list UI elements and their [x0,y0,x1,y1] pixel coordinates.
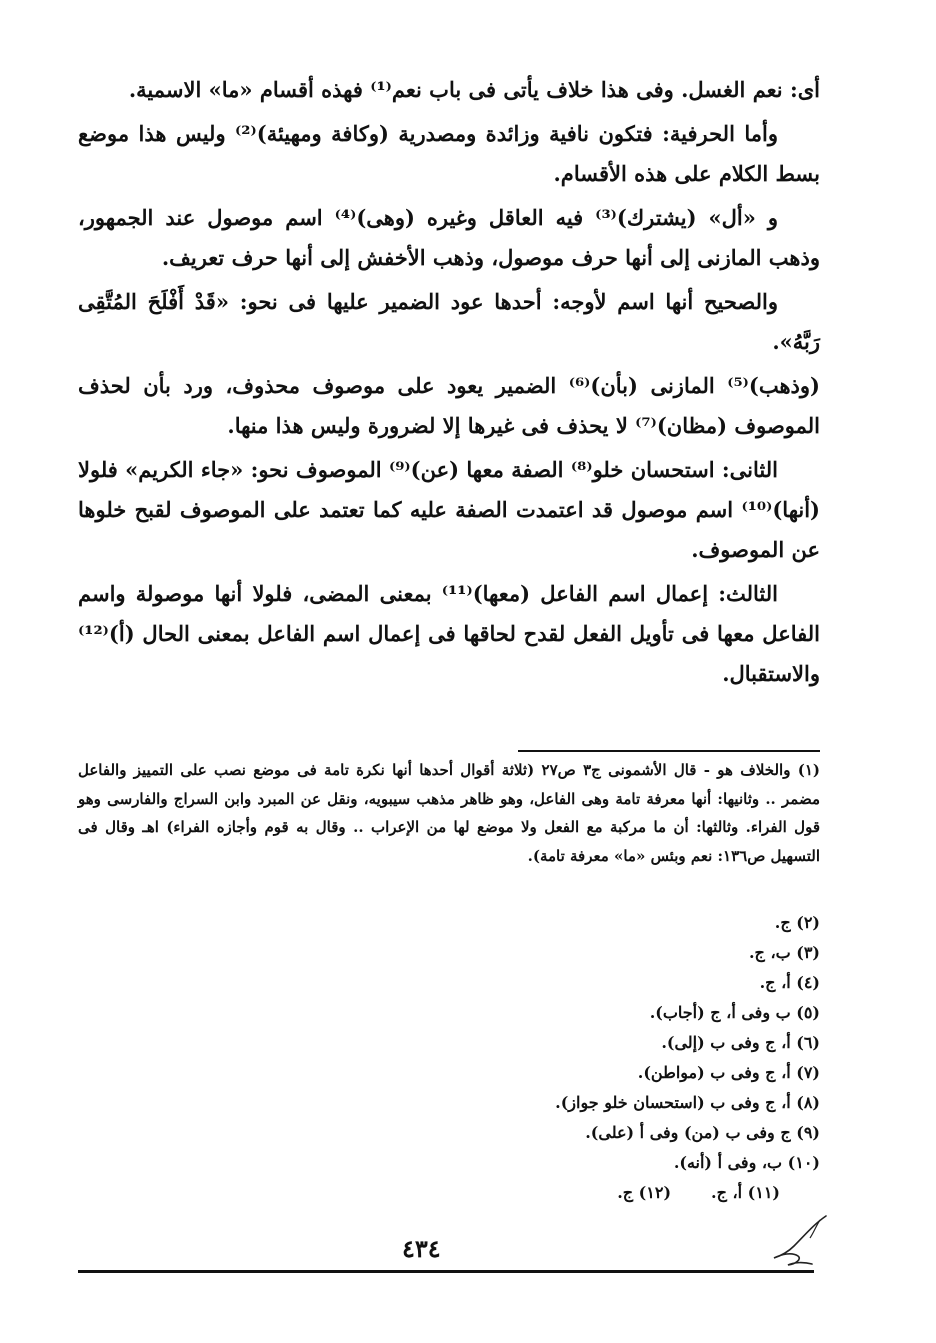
signature-mark [764,1212,834,1274]
footnote-item: (٧) أ، ج وفى ب (مواطن). [637,1063,820,1082]
paragraph: الثانى: استحسان خلو⁽⁸⁾ الصفة معها (عن)⁽⁹⁾ الموصوف نحو: «جاء الكريم» فلولا (أنها)⁽¹⁰⁾ اسم موصول قد اعتمدت الصفة عليه كما تعتمد على الموصوف لقبح خلوها عن الموصوف. [78,457,820,562]
footnote-item: (٦) أ، ج وفى ب (إلى). [661,1033,820,1052]
footnote-separator [518,750,820,752]
paragraph: الثالث: إعمال اسم الفاعل (معها)⁽¹¹⁾ بمعنى المضى، فلولا أنها موصولة واسم الفاعل معها فى تأويل الفعل لقدح لحاقها فى إعمال اسم الفاعل بمعنى الحال (أ)⁽¹²⁾ والاستقبال. [78,581,820,686]
footnote-1: (١) والخلاف هو - قال الأشمونى ج٣ ص٢٧ (ثلاثة أقوال أحدها أنها نكرة تامة فى موضع نصب على التمييز والفاعل مضمر .. وثانيها: أنها معرفة تامة وهى الفاعل، وهو ظاهر مذهب سيبويه، ونقل عن المبرد وابن السراج والفارسى وهو قول الفراء. وثالثها: أن ما مركبة مع الفعل ولا موضع لها من الإعراب .. وقال به قوم وأجازه الفراء) اهـ وقال فى التسهيل ص١٣٦: نعم وبئس «ما» معرفة تامة). [78,761,821,865]
footnote-item: (١٢) ج. [617,1183,672,1202]
page [78,70,820,1250]
paragraph: والصحيح أنها اسم لأوجه: أحدها عود الضمير عليها فى نحو: «قَدْ أَفْلَحَ المُتَّقِى رَبَّهُ». [78,289,820,354]
paragraph: (وذهب)⁽⁵⁾ المازنى (بأن)⁽⁶⁾ الضمير يعود على موصوف محذوف، ورد بأن لحذف الموصوف (مظان)⁽⁷⁾ لا يحذف فى غيرها إلا لضرورة وليس هذا منها. [78,373,820,438]
footnote-item: (٢) ج. [774,913,820,932]
paragraph: أى: نعم الغسل. وفى هذا خلاف يأتى فى باب نعم⁽¹⁾ فهذه أقسام «ما» الاسمية. [128,77,820,102]
paragraph: و «أل» (يشترك)⁽³⁾ فيه العاقل وغيره (وهى)⁽⁴⁾ اسم موصول عند الجمهور، وذهب المازنى إلى أنها حرف موصول، وذهب الأخفش إلى أنها حرف تعريف. [78,205,820,270]
footnote-item: (٨) أ، ج وفى ب (استحسان خلو جواز). [555,1093,820,1112]
bottom-rule [78,1270,814,1273]
paragraph: وأما الحرفية: فتكون نافية وزائدة ومصدرية (وكافة ومهيئة)⁽²⁾ وليس هذا موضع بسط الكلام على هذه الأقسام. [78,121,820,186]
footnote-list [78,908,820,1208]
footnote-item-pair [78,1178,820,1208]
footnote-item: (٣) ب، ج. [748,943,820,962]
footnote-item: (٤) أ، ج. [759,973,820,992]
footnote-item: (١٠) ب، وفى أ (أنه). [673,1153,820,1172]
footnote-item: (١١) أ، ج. [711,1183,780,1202]
footnote-item: (٥) ب وفى أ، ج (أجاب). [649,1003,820,1022]
body-text [78,70,820,694]
footnote-item: (٩) ج وفى ب (من) وفى أ (على). [585,1123,820,1142]
page-number: ٤٣٤ [402,1234,441,1263]
